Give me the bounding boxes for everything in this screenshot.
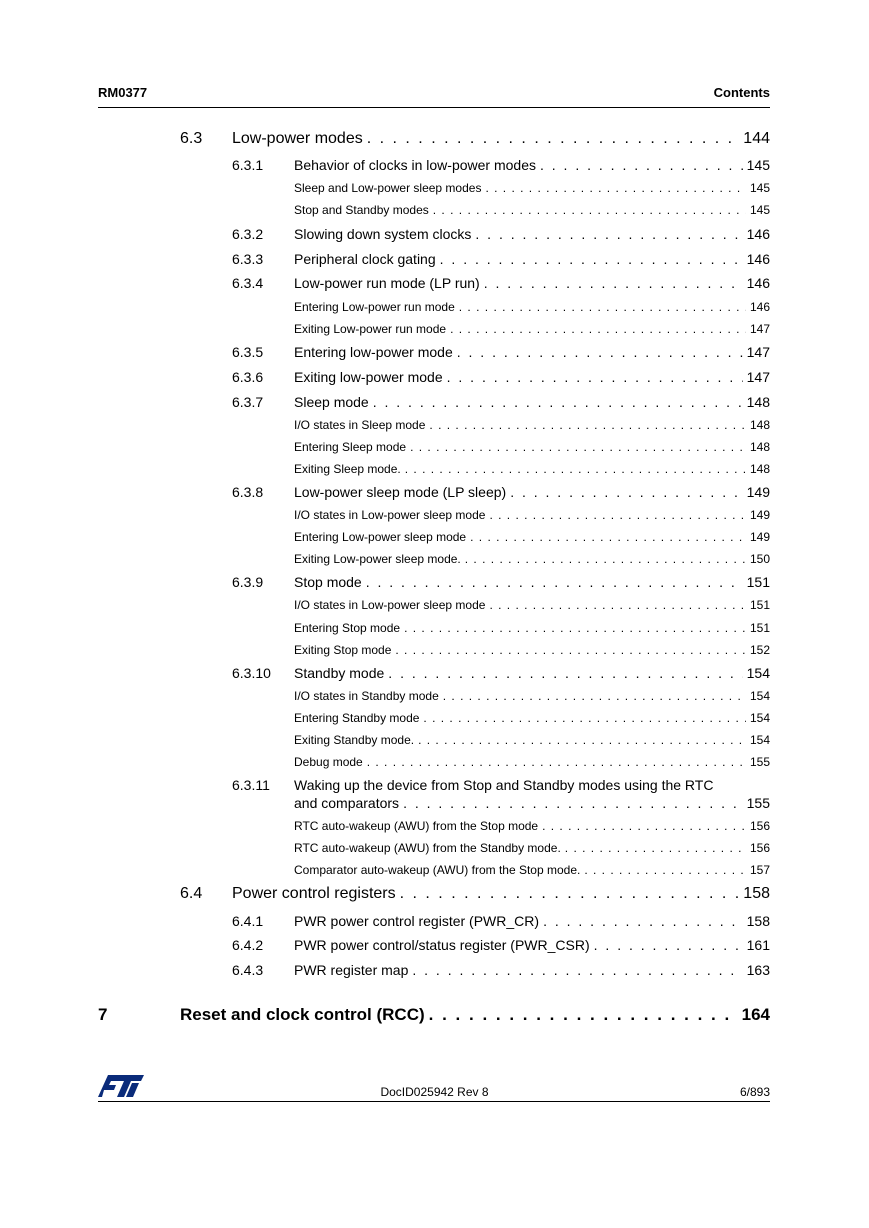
toc-page-number: 147 (746, 369, 770, 385)
toc-title: Comparator auto-wakeup (AWU) from the Stop mode. (294, 863, 581, 877)
toc-dot-leader (366, 574, 743, 590)
toc-section-number: 6.3.2 (232, 226, 264, 242)
footer-doc-id: DocID025942 Rev 8 (380, 1085, 489, 1099)
toc-page-number: 146 (746, 251, 770, 267)
toc-page-number: 151 (746, 574, 770, 590)
header-section: Contents (713, 85, 770, 100)
toc-title: I/O states in Standby mode (294, 689, 439, 703)
toc-title: Entering low-power mode (294, 344, 453, 360)
toc-page-number: 148 (746, 394, 770, 410)
toc-title: Low-power modes (232, 130, 363, 147)
toc-title: Debug mode (294, 755, 363, 769)
toc-dot-leader (542, 819, 746, 833)
toc-title: Entering Low-power sleep mode (294, 530, 467, 544)
toc-title: Entering Sleep mode (294, 440, 407, 454)
toc-section-number: 6.3.10 (232, 665, 271, 681)
toc-dot-leader (400, 885, 740, 903)
toc-page-number: 158 (746, 913, 770, 929)
toc-dot-leader (410, 440, 746, 454)
toc-dot-leader (367, 130, 740, 148)
toc-title: Low-power sleep mode (LP sleep) (294, 484, 507, 500)
toc-page-number: 164 (741, 1005, 770, 1024)
toc-dot-leader (485, 181, 746, 195)
toc-page-number: 146 (749, 300, 770, 314)
toc-page-number: 156 (749, 819, 770, 833)
toc-dot-leader (403, 795, 743, 811)
toc-section-number: 6.4.2 (232, 937, 264, 953)
toc-dot-leader (443, 689, 746, 703)
toc-dot-leader (429, 418, 746, 432)
toc-page-number: 154 (749, 733, 770, 747)
toc-title: RTC auto-wakeup (AWU) from the Stop mode (294, 819, 539, 833)
toc-dot-leader (565, 841, 746, 855)
toc-title: Peripheral clock gating (294, 251, 436, 267)
toc-title-line1: Waking up the device from Stop and Standby modes using the RTC (294, 777, 714, 793)
toc-title: PWR power control/status register (PWR_CSR) (294, 937, 590, 953)
toc-dot-leader (418, 733, 746, 747)
toc-dot-leader (489, 508, 746, 522)
toc-section-number: 6.3.1 (232, 157, 264, 173)
toc-title: Stop and Standby modes (294, 203, 429, 217)
toc-page-number: 157 (749, 863, 770, 877)
toc-page-number: 147 (749, 322, 770, 336)
toc-page-number: 155 (746, 795, 770, 811)
toc-page-number: 156 (749, 841, 770, 855)
toc-dot-leader (373, 394, 743, 410)
toc-page-number: 151 (749, 598, 770, 612)
toc-title: PWR register map (294, 962, 409, 978)
toc-section-number: 6.3 (180, 130, 203, 147)
toc-page-number: 155 (749, 755, 770, 769)
toc-page-number: 144 (743, 130, 770, 147)
toc-page-number: 158 (743, 885, 770, 902)
toc-page-number: 145 (746, 157, 770, 173)
toc-title: Exiting Low-power run mode (294, 322, 447, 336)
toc-section-number: 6.3.6 (232, 369, 264, 385)
toc-title: Standby mode (294, 665, 385, 681)
toc-section-number: 6.3.3 (232, 251, 264, 267)
toc-page-number: 161 (746, 937, 770, 953)
toc-dot-leader (584, 863, 746, 877)
toc-dot-leader (543, 913, 743, 929)
toc-dot-leader (465, 552, 746, 566)
toc-dot-leader (404, 621, 746, 635)
header-doc-code: RM0377 (98, 85, 148, 100)
toc-page-number: 149 (746, 484, 770, 500)
toc-dot-leader (405, 462, 746, 476)
toc-page-number: 151 (749, 621, 770, 635)
toc-title: Exiting Standby mode. (294, 733, 415, 747)
toc-title: Sleep and Low-power sleep modes (294, 181, 482, 195)
toc-title: Exiting Stop mode (294, 643, 392, 657)
toc-title: I/O states in Low-power sleep mode (294, 598, 486, 612)
toc-page-number: 146 (746, 275, 770, 291)
toc-title: Reset and clock control (RCC) (180, 1005, 425, 1024)
toc-page-number: 148 (749, 462, 770, 476)
toc-page-number: 145 (749, 181, 770, 195)
toc-section-number: 6.4.1 (232, 913, 264, 929)
toc-page-number: 163 (746, 962, 770, 978)
toc-section-number: 6.4.3 (232, 962, 264, 978)
toc-section-number: 6.3.11 (232, 777, 270, 793)
toc-dot-leader (450, 322, 746, 336)
toc-title: Sleep mode (294, 394, 369, 410)
toc-page-number: 149 (749, 508, 770, 522)
toc-title: Entering Stop mode (294, 621, 401, 635)
toc-title: Behavior of clocks in low-power modes (294, 157, 536, 173)
toc-dot-leader (457, 344, 743, 360)
toc-title: Low-power run mode (LP run) (294, 275, 480, 291)
toc-dot-leader (395, 643, 746, 657)
toc-dot-leader (510, 484, 742, 500)
toc-page-number: 152 (749, 643, 770, 657)
toc-title: I/O states in Sleep mode (294, 418, 426, 432)
toc-dot-leader (484, 275, 743, 291)
toc-title: Exiting Low-power sleep mode. (294, 552, 461, 566)
toc-dot-leader (388, 665, 742, 681)
toc-dot-leader (367, 755, 746, 769)
toc-dot-leader (433, 203, 746, 217)
toc-dot-leader (412, 962, 742, 978)
toc-page-number: 154 (749, 689, 770, 703)
footer-divider (98, 1101, 770, 1102)
toc-page-number: 145 (749, 203, 770, 217)
toc-dot-leader (429, 1005, 738, 1025)
toc-title: PWR power control register (PWR_CR) (294, 913, 540, 929)
toc-section-number: 6.3.5 (232, 344, 264, 360)
toc-title: RTC auto-wakeup (AWU) from the Standby mode. (294, 841, 561, 855)
toc-page-number: 154 (746, 665, 770, 681)
toc-dot-leader (423, 711, 746, 725)
toc-section-number: 6.3.7 (232, 394, 264, 410)
toc-page-number: 149 (749, 530, 770, 544)
toc-title: I/O states in Low-power sleep mode (294, 508, 486, 522)
toc-dot-leader (540, 157, 743, 173)
toc-dot-leader (489, 598, 746, 612)
toc-section-number: 6.3.9 (232, 574, 264, 590)
toc-title: Power control registers (232, 885, 396, 902)
toc-section-number: 6.3.4 (232, 275, 264, 291)
toc-dot-leader (470, 530, 746, 544)
toc-dot-leader (594, 937, 743, 953)
toc-dot-leader (447, 369, 743, 385)
toc-page-number: 150 (749, 552, 770, 566)
toc-section-number: 6.3.8 (232, 484, 264, 500)
toc-section-number: 7 (98, 1005, 108, 1024)
toc-page-number: 147 (746, 344, 770, 360)
toc-title: Entering Standby mode (294, 711, 420, 725)
toc-page-number: 148 (749, 418, 770, 432)
toc-title: and comparators (294, 795, 400, 811)
toc-page-number: 146 (746, 226, 770, 242)
toc-title: Slowing down system clocks (294, 226, 472, 242)
toc-title: Stop mode (294, 574, 362, 590)
footer-page-number: 6/893 (739, 1085, 770, 1099)
toc-page-number: 148 (749, 440, 770, 454)
toc-dot-leader (475, 226, 742, 242)
toc-dot-leader (440, 251, 743, 267)
toc-title: Exiting Sleep mode. (294, 462, 401, 476)
toc-title: Entering Low-power run mode (294, 300, 455, 314)
toc-title: Exiting low-power mode (294, 369, 443, 385)
header-divider (98, 107, 770, 108)
toc-page-number: 154 (749, 711, 770, 725)
toc-section-number: 6.4 (180, 885, 203, 902)
toc-dot-leader (459, 300, 746, 314)
